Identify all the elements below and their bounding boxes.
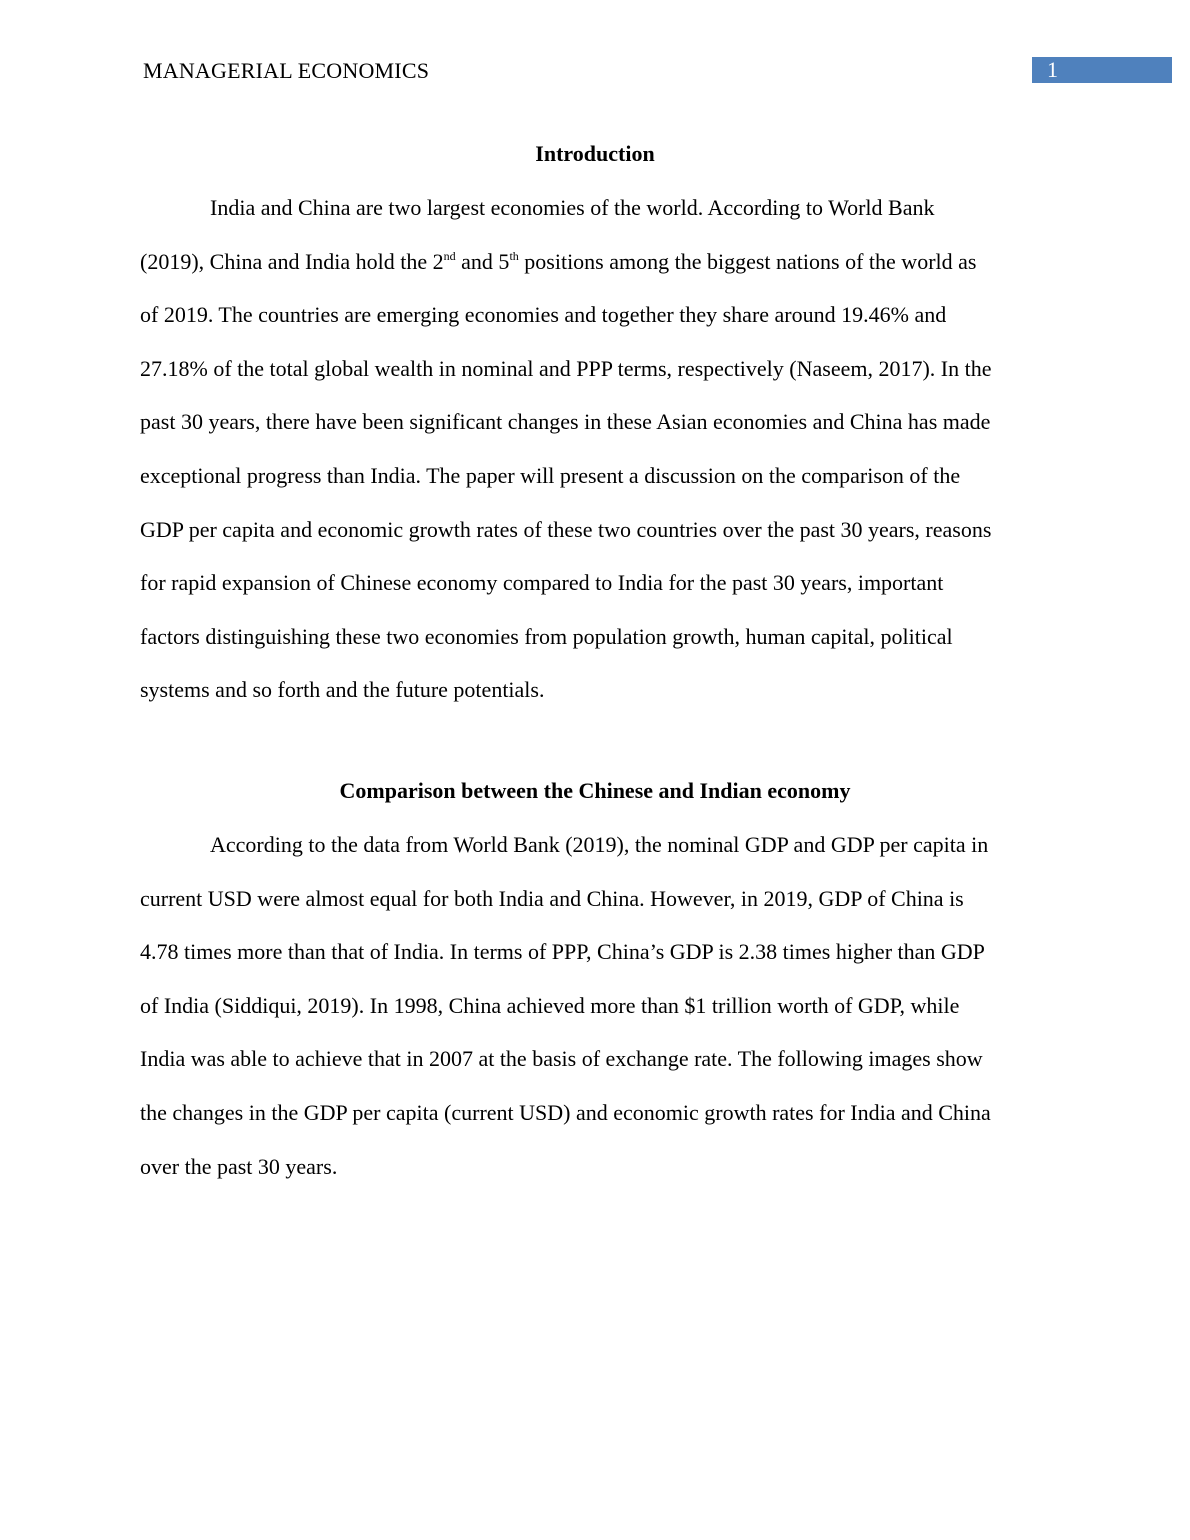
intro-line-1: India and China are two largest economies of the world. According to World Bank (210, 195, 935, 220)
intro-line-7: GDP per capita and economic growth rates of these two countries over the past 30 years, reasons (140, 516, 992, 542)
superscript-nd: nd (443, 248, 456, 263)
intro-line-2 (140, 248, 1050, 302)
comparison-paragraph (140, 831, 1050, 1206)
intro-line-2-part-2: and 5 (455, 248, 510, 274)
comparison-line-7: over the past 30 years. (140, 1153, 338, 1179)
comparison-heading: Comparison between the Chinese and Indian economy (339, 778, 851, 803)
intro-paragraph (140, 194, 1050, 730)
intro-heading: Introduction (535, 141, 655, 166)
comparison-line-6: the changes in the GDP per capita (current USD) and economic growth rates for India and China (140, 1099, 991, 1125)
intro-line-6: exceptional progress than India. The paper will present a discussion on the comparison of the (140, 462, 961, 488)
intro-line-5: past 30 years, there have been significant changes in these Asian economies and China has made (140, 409, 991, 435)
comparison-line-1: According to the data from World Bank (2019), the nominal GDP and GDP per capita in (210, 832, 989, 857)
intro-line-2-part-1: (2019), China and India hold the 2 (140, 248, 444, 274)
intro-line-8: for rapid expansion of Chinese economy compared to India for the past 30 years, important (140, 570, 944, 596)
comparison-line-2: current USD were almost equal for both India and China. However, in 2019, GDP of China is (140, 885, 964, 911)
comparison-line-4: of India (Siddiqui, 2019). In 1998, China achieved more than $1 trillion worth of GDP, while (140, 992, 960, 1018)
intro-line-9: factors distinguishing these two economies from population growth, human capital, political (140, 623, 953, 649)
page-number: 1 (1047, 57, 1058, 82)
intro-line-4: 27.18% of the total global wealth in nominal and PPP terms, respectively (Naseem, 2017). In the (140, 355, 992, 381)
page-number-box (1032, 57, 1172, 83)
running-header-title: MANAGERIAL ECONOMICS (143, 58, 430, 83)
superscript-th: th (509, 248, 519, 263)
comparison-line-5: India was able to achieve that in 2007 at the basis of exchange rate. The following images show (140, 1046, 983, 1072)
intro-line-2-part-3: positions among the biggest nations of the world as (518, 248, 977, 274)
intro-line-3: of 2019. The countries are emerging economies and together they share around 19.46% and (140, 302, 947, 328)
intro-line-10: systems and so forth and the future potentials. (140, 677, 545, 703)
comparison-line-3: 4.78 times more than that of India. In terms of PPP, China’s GDP is 2.38 times higher than GDP (140, 939, 985, 965)
